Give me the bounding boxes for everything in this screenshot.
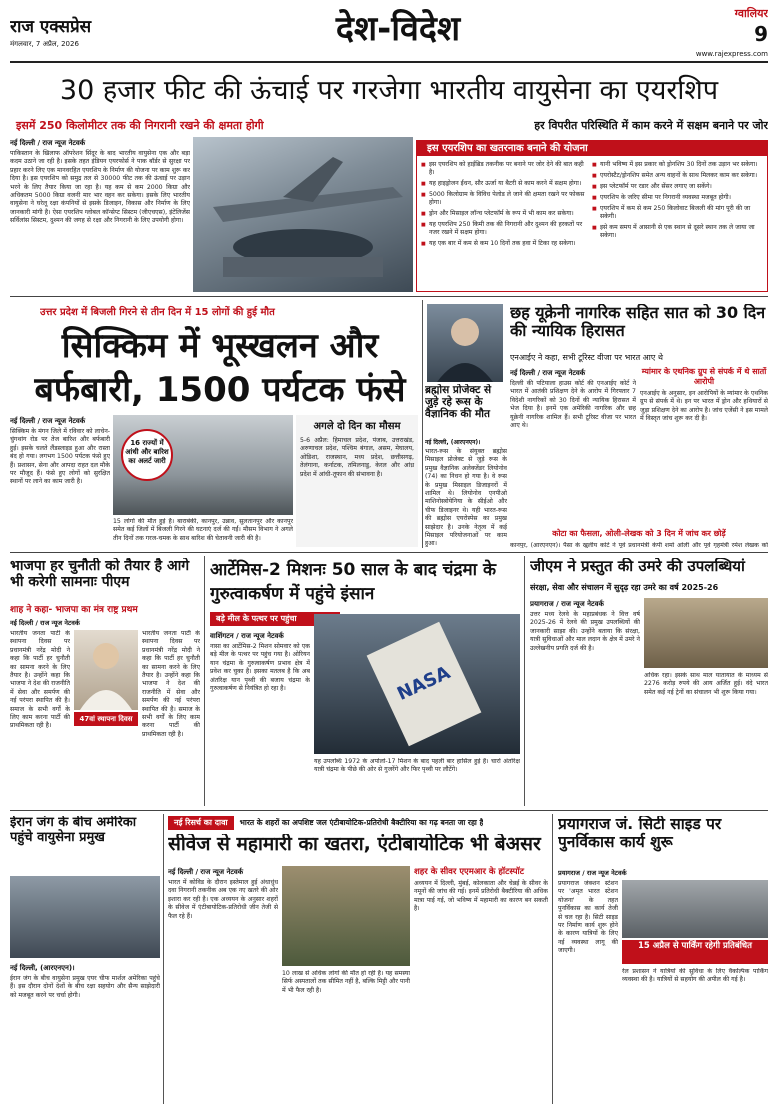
sikkim-photo [113,415,293,515]
gm-body: उत्तर मध्य रेलवे के महाप्रबंधक ने वित्त वर्ष 2025-26 में रेलवे की प्रमुख उपलब्धियों की जानकारी साझा की। उन्होंने बताया कि संरक्षा, यात्री सुविधाओं और माल लदान के क्षेत्र में उमरे ने उल्लेखनीय प्रगति दर्ज की है। [530,611,640,652]
rule [10,810,768,811]
artemis-col2: यह उपलब्धि 1972 के अपोलो-17 मिशन के बाद पहली बार हासिल हुई है। चारों अंतरिक्ष यात्री चंद्रमा के पीछे की ओर से गुजरेंगे और फिर पृथ्वी पर लौटेंगे। [314,758,520,774]
bjp-dateline: नई दिल्ली / राज न्यूज नेटवर्क [10,619,80,627]
artemis-photo [314,614,520,754]
prayag-dateline: प्रयागराज / राज न्यूज नेटवर्क [558,869,627,877]
prayag-col2: रेल प्रशासन ने यात्रियों की सुविधा के लिए वैकल्पिक पार्किंग व्यवस्था की है। यात्रियों से सहयोग की अपील की गई है। [622,968,768,984]
edition-city: ग्वालियर [734,7,768,20]
issue-date: मंगलवार, 7 अप्रैल, 2026 [10,40,79,48]
divider [204,556,205,806]
list-item: ■ इस एयरशिप को हाईब्रिड तकनीक पर बनाने पर जोर देने की बात कही है। [421,161,588,177]
list-item: ■ यह एयरशिप 250 किमी तक की निगरानी और दुश्मन की हरकतों पर नजर रखने में सक्षम होगा। [421,221,588,237]
iran-column [10,962,160,1102]
ukraine-box-title: म्यांमार के एथनिक ग्रुप से संपर्क में थे सातों आरोपी [641,367,767,386]
prayag-box: 15 अप्रैल से पार्किंग रहेगी प्रतिबंधित [622,940,768,964]
bjp-headline: भाजपा हर चुनौती को तैयार है आगे भी करेगी सामनाः पीएम [10,558,190,591]
kota-body: कानपुर, (आरएनएन)। पैसा के खुलीय कोर्ट ने पूर्व प्रधानमंत्री केपी शर्मा ओली और पूर्व गृहमंत्री रमेश लेखक को [510,542,768,548]
ukraine-box-body: एनआईए के अनुसार, इन आरोपियों के म्यांमार के एथनिक ग्रुप से संपर्क में थे। इन पर भारत में ड्रोन और हथियारों से जुड़ा प्रशिक्षण देने का आरोप है। जांच एजेंसी ने इस मामले में विस्तृत जांच शुरू कर दी है। [640,390,768,423]
ukraine-sub: एनआईए ने कहा, सभी टूरिस्ट वीजा पर भारत आए थे [510,353,663,362]
list-item: ■ यह हाइड्रोजन ईंधन, सौर ऊर्जा या बैटरी से काम करने में सक्षम होगा। [421,180,588,188]
sewage-body: भारत में कोविड के दौरान इस्तेमाल हुई अंधाधुंध दवा निगरानी तकनीक अब एक नए खतरे की ओर इशारा कर रही है। एक अध्ययन के अनुसार शहरों के सीवेज में एंटीबायोटिक-प्रतिरोधी जीन तेजी से फैल रहे हैं। [168,879,278,920]
brahmos-body: भारत-रूस के संयुक्त ब्रह्मोस मिसाइल प्रोजेक्ट से जुड़े रूस के प्रमुख वैज्ञानिक अलेक्जेंडर लियोनोव (74) का निधन हो गया है। वे रूस के प्रमुख मिसाइल डिजाइनरों में शामिल थे। लियोनोव एनपीओ माशिनोस्त्रोयेनिया के सीईओ और चीफ डिजाइनर थे। यही भारत-रूस की ब्रह्मोस एयरोस्पेस का प्रमुख साझेदार है। उनके नेतृत्व में कई मिसाइल परियोजनाओं पर काम हुआ। [425,448,507,548]
sewage-headline: सीवेज से महामारी का खतरा, एंटीबायोटिक भी बेअसर [168,834,541,855]
ukraine-dateline: नई दिल्ली / राज न्यूज नेटवर्क [510,369,586,377]
iran-body: ईरान जंग के बीच वायुसेना प्रमुख एयर चीफ मार्शल अमेरिका पहुंचे हैं। इस दौरान दोनों देशों के बीच रक्षा सहयोग और सैन्य साझेदारी को मजबूत करने पर चर्चा होगी। [10,975,160,999]
artemis-body: नासा का आर्टेमिस-2 मिशन सोमवार को एक बड़े मील के पत्थर पर पहुंच गया है। ओरियन यान चंद्रमा के गुरुत्वाकर्षण प्रभाव क्षेत्र में प्रवेश कर चुका है। इसका मतलब है कि अब अंतरिक्ष यान पृथ्वी की बजाय चंद्रमा के गुरुत्वाकर्षण से नियंत्रित हो रहा है। [210,643,310,693]
divider [552,814,553,1104]
artemis-headline: आर्टेमिस-2 मिशनः 50 साल के बाद चंद्रमा के गुरुत्वाकर्षण में पहुंचे इंसान [210,560,497,604]
lead-bullets-a [421,161,592,251]
iran-photo [10,876,160,958]
pm-photo [74,630,138,710]
lead-headline: 30 हजार फीट की ऊंचाई पर गरजेगा भारतीय वायुसेना का एयरशिप [59,75,719,106]
list-item: ■ इस प्लेटफॉर्म पर रडार और सेंसर लगाए जा सकेंगे। [592,183,763,191]
ukraine-body: दिल्ली की पटियाला हाउस कोर्ट की एनआईए कोर्ट ने भारत में आतंकी प्रशिक्षण देने के आरोप में गिरफ्तार 7 विदेशी नागरिकों को 30 दिनों की न्यायिक हिरासत में भेज दिया है। इनमें एक अमेरिकी नागरिक और छह यूक्रेनी नागरिक शामिल हैं। सभी टूरिस्ट वीजा पर भारत आए थे। [510,380,636,430]
ukraine-column [510,367,636,525]
portrait-icon [74,630,138,710]
hotspot-box [414,866,548,1102]
nasa-label: NASA [367,622,482,746]
sewage-dateline: नई दिल्ली / राज न्यूज नेटवर्क [168,868,244,876]
sewage-kicker: नई रिसर्च का दावा [168,816,234,830]
gm-column [530,598,640,806]
list-item: ■ यह एक बार में कम से कम 10 दिनों तक हवा में टिका रह सकेगा। [421,240,588,248]
alert-badge: 16 राज्यों में आंधी और बारिश का अलर्ट जारी [121,429,173,481]
list-item: ■ इसे कम समय में आसानी से एक स्थान से दूसरे स्थान तक ले जाया जा सकेगा। [592,224,763,240]
jet-illustration [193,137,413,292]
ukraine-headline: छह यूक्रेनी नागरिक सहित सात को 30 दिन की न्यायिक हिरासत [510,304,766,341]
bjp-body-col2: भारतीय जनता पार्टी के स्थापना दिवस पर प्रधानमंत्री नरेंद्र मोदी ने कहा कि पार्टी हर चुनौती का सामना करने के लिए तैयार है। उन्होंने कहा कि भाजपा ने देश की राजनीति में सेवा और समर्पण की नई परंपरा स्थापित की है। समाज के सभी वर्गों के लिए काम करना पार्टी की प्राथमिकता रही है। [142,630,200,738]
sewage-column [168,866,278,1102]
sikkim-kicker: उत्तर प्रदेश में बिजली गिरने से तीन दिन में 15 लोगों की हुई मौत [40,307,275,318]
portrait-icon [427,304,503,382]
sikkim-headline: सिक्किम में भूस्खलन और बर्फबारी, 1500 पर्यटक फंसे [34,326,406,410]
lead-box-title: इस एयरशिप का खतरनाक बनाने की योजना [417,141,767,156]
list-item: ■ यानी भविष्य में इस प्रकार को ड्रोनशिप 30 दिनों तक उड़ान भर सकेगा। [592,161,763,169]
weather-body: 5-6 अप्रैल: हिमाचल प्रदेश, पंजाब, उत्तराखंड, अरुणाचल प्रदेश, पश्चिम बंगाल, असम, मेघालय, ओडिशा, राजस्थान, मध्य प्रदेश, छत्तीसगढ़, तेलंगाना, कर्नाटक, तमिलनाडु, केरल और आंध्र प्रदेश में आंधी-तूफान की संभावना है। [300,437,414,478]
list-item: ■ 5000 किलोग्राम के विविध पेलोड ले जाने की क्षमता रखने पर फोकस होगा। [421,191,588,207]
hotspot-title: शहर के सीवर एएमआर के हॉटस्पॉट [414,867,525,877]
list-item: ■ एयरशिप में कम से कम 250 किलोवाट बिजली की मांग पूरी की जा सकेगी। [592,205,763,221]
paper-name: राज एक्सप्रेस [10,17,92,36]
gm-sub: संरक्षा, सेवा और संचालन में सुदृढ़ रहा उमरे का वर्ष 2025-26 [530,583,719,592]
prayag-photo [622,880,768,938]
section-title: देश-विदेश [335,9,461,48]
lead-column [10,137,190,292]
weather-box [296,415,418,547]
divider [163,814,164,1104]
list-item: ■ ड्रोन और मिसाइल लॉन्च प्लेटफॉर्म के रूप में भी काम कर सकेगा। [421,210,588,218]
rule [10,296,768,297]
bjp-caption: 47वां स्थापना दिवस [74,712,138,726]
lead-sub-right: हर विपरीत परिस्थिति में काम करने में सक्षम बनाने पर जोर [534,119,768,132]
gm-dateline: प्रयागराज / राज न्यूज नेटवर्क [530,600,604,608]
brahmos-column [425,436,507,548]
bjp-kicker: शाह ने कहा- भाजपा का मंत्र राष्ट्र प्रथम [10,605,138,615]
divider [524,556,525,806]
website: www.rajexpress.com [695,50,768,58]
ukraine-box [640,367,768,525]
masthead-rule [10,61,768,63]
gm-headline: जीएम ने प्रस्तुत की उमरे की उपलब्धियां [530,558,745,575]
bjp-body: भारतीय जनता पार्टी के स्थापना दिवस पर प्रधानमंत्री नरेंद्र मोदी ने कहा कि पार्टी हर चुनौती का सामना करने के लिए तैयार है। उन्होंने कहा कि भाजपा ने देश की राजनीति में सेवा और समर्पण की नई परंपरा स्थापित की है। समाज के सभी वर्गों के लिए काम करना पार्टी की प्राथमिकता रही है। [10,630,70,730]
iran-dateline: नई दिल्ली, (आरएनएन)। [10,964,75,972]
sewage-kicker2: भारत के शहरों का अपशिष्ट जल एंटीबायोटिक-प्रतिरोधी बैक्टीरिया का गढ़ बनता जा रहा है [239,818,484,827]
hotspot-body: अध्ययन में दिल्ली, मुंबई, कोलकाता और चेन्नई के सीवर के नमूनों की जांच की गई। इनमें प्रतिरोधी बैक्टीरिया की अधिक मात्रा पाई गई, जो भविष्य में महामारी का कारण बन सकती है। [414,880,548,913]
lead-bullets-b [592,161,763,251]
iran-headline: ईरान जंग के बीच अमेरिका पहुंचे वायुसेना प्रमुख [10,816,137,845]
lead-box [416,140,768,292]
gm-photo [644,598,768,668]
lead-photo-jet [193,137,413,292]
artemis-dateline: वाशिंगटन / राज न्यूज नेटवर्क [210,632,284,640]
scientist-photo [427,304,503,382]
lead-sub-left: इसमें 250 किलोमीटर तक की निगरानी रखने की क्षमता होगी [10,117,390,134]
sewage-kicker-bar [168,816,548,830]
sikkim-body: सिक्किम के मंगन जिले में रविवार को लाचेन-चुंगथांग रोड पर तेज बारिश और बर्फबारी हुई। इसके चलते लैंडस्लाइड हुआ और रास्ता बंद हो गया। लगभग 1500 पर्यटक फंसे हुए हैं। प्रशासन, सेना और आपदा राहत दल मौके पर मौजूद हैं। फंसे हुए लोगों को सुरक्षित स्थानों पर लाने का काम जारी है। [10,428,110,486]
brahmos-dateline: नई दिल्ली, (आरएनएन)। [425,439,481,446]
brahmos-headline: ब्रह्मोस प्रोजेक्ट से जुड़े रहे रूस के वैज्ञानिक की मौत [425,384,492,421]
weather-title: अगले दो दिन का मौसम [313,421,401,432]
sikkim-col2: 15 लोगों की मौत हुई है। बाराबंकी, कानपुर, उन्नाव, सुलतानपुर और कानपुर समेत कई जिलों में बिजली गिरने की घटनाएं दर्ज की गईं। मौसम विभाग ने अगले तीन दिनों तक गरज-चमक के साथ बारिश की चेतावनी जारी की है। [113,518,293,542]
artemis-column [210,630,310,806]
lead-dateline: नई दिल्ली / राज न्यूज नेटवर्क [10,139,86,147]
rule [10,552,768,553]
sewage-col2: 10 लाख से अधिक लोगों की मौत हो रही है। यह समस्या सिर्फ अस्पतालों तक सीमित नहीं है, बल्कि मिट्टी और पानी में भी फैल रही है। [282,970,410,994]
prayag-headline: प्रयागराज जं. सिटी साइड पर पुनर्विकास कार्य शुरू [558,816,722,851]
divider [422,300,423,548]
list-item: ■ एयरशिप के जरिए सीमा पर निगरानी व्यवस्था मजबूत होगी। [592,194,763,202]
gm-col2: अधिक रहा। इसके साथ माल यातायात के माध्यम से 2276 करोड़ रुपये की आय अर्जित हुई। वंदे भारत समेत कई नई ट्रेनों का संचालन भी शुरू किया गया। [644,672,768,696]
lead-body: पाकिस्तान के खिलाफ ऑपरेशन सिंदूर के बाद भारतीय वायुसेना एक और बड़ा कदम उठाने जा रही है। इसके तहत इंडियन एयरफोर्स ने पाक बॉर्डर से सुरक्षा पर प्रहार करने लिए एक मानवरहित एयरशिप के निर्माण की योजना पर काम शुरू कर दिया है। इस एयरशिप को समुद्र तल से 30000 फीट तक की ऊंचाई पर उड़ान भरने के लिए तैयार किया जा रहा है। यह कम से कम 2000 किग्रा और अधिकतम 5000 किग्रा वजनी मार भार वहन कर सकेगा। इसके लिए भारतीय वायुसेना ने घरेलू रक्षा कंपनियों से इसके डिजाइन, विकास और निर्माण के लिए जानकारी मांगी है। ऐसा एयरशिप ग्लोबल कॉन्सेप्ट सिस्टम (जीएचएस), इंटेलिजेंस सर्विलांस सिस्टम, दुश्मन की जगह से रक्षा और निगरानी के लिए उपयोगी होगा। [10,150,190,225]
prayag-body: प्रयागराज जंक्शन स्टेशन पर 'अमृत भारत स्टेशन योजना' के तहत पुनर्विकास का कार्य तेजी से चल रहा है। सिटी साइड पर निर्माण कार्य शुरू होने के कारण यात्रियों के लिए नई व्यवस्था लागू की जाएगी। [558,880,618,955]
sewage-photo [282,866,410,966]
kota-headline: कोटा का फैसला, ओली-लेखक को 3 दिन में जांच कर छोड़ें [552,529,726,538]
page-number: 9 [754,22,768,46]
sikkim-column [10,415,110,547]
list-item: ■ एयरोस्टैट/ड्रोनशिप समेत अन्य वाहनों के साथ मिलकर काम कर सकेगा। [592,172,763,180]
sikkim-dateline: नई दिल्ली / राज न्यूज नेटवर्क [10,417,86,425]
artemis-tag: बड़े मील के पत्थर पर पहुंचा [210,612,340,626]
